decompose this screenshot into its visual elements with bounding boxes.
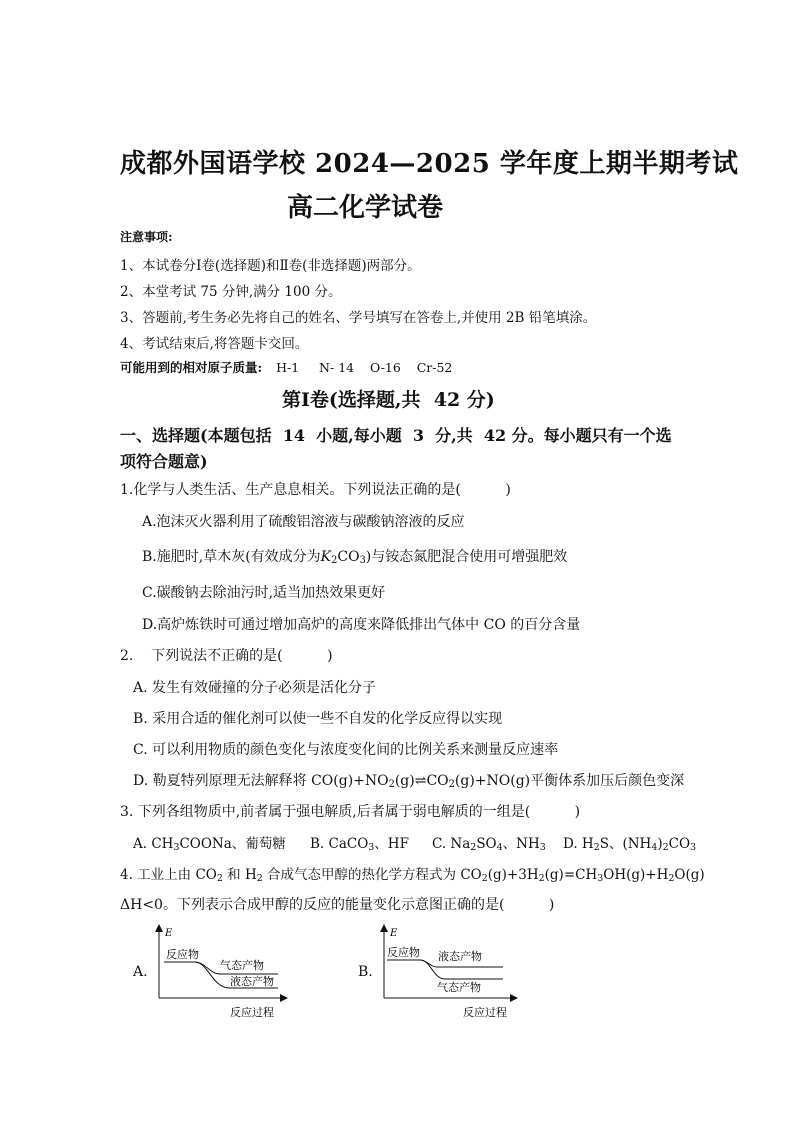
notice-item-3: 3、答题前,考生务必先将自己的姓名、学号填写在答卷上,并使用 2B 铅笔填涂。 xyxy=(120,310,597,326)
q2-stem: 2. 下列说法不正确的是( ) xyxy=(120,648,333,664)
q4-diagram-a xyxy=(150,922,290,1022)
atomic-mass-line xyxy=(120,358,452,376)
q2-option-d: D. 勒夏特列原理无法解释将 $CO(g)+NO_2(g)\rightleftharpoons CO_2(g)+NO(g)$平衡体系加压后颜色变深 xyxy=(133,773,685,790)
q3-option-c: C. $Na_2SO_4$、$NH_3$ xyxy=(432,836,546,853)
q1-option-a: A.泡沫灭火器利用了硫酸铝溶液与碳酸钠溶液的反应 xyxy=(142,514,465,530)
q1-stem: 1.化学与人类生活、生产息息相关。下列说法正确的是( ) xyxy=(120,482,511,498)
q3-option-b: B. CaCO$_3$、HF xyxy=(310,836,409,853)
q1-option-d: D.高炉炼铁时可通过增加高炉的高度来降低排出气体中 CO 的百分含量 xyxy=(142,617,581,633)
q4-stem-line1: 4. 工业上由 $CO_2$ 和 $H_2$ 合成气态甲醇的热化学方程式为 $CO_2(g)+3H_2(g)=CH_3OH(g)+H_2O(g)$ xyxy=(120,867,705,884)
q3-stem: 3. 下列各组物质中,前者属于强电解质,后者属于弱电解质的一组是( ) xyxy=(120,804,581,820)
lower-product-label: 液态产物 xyxy=(230,975,274,988)
section-title: 第Ⅰ卷(选择题,共 42 分) xyxy=(282,389,495,411)
notice-item-2: 2、本堂考试 75 分钟,满分 100 分。 xyxy=(120,284,342,300)
notice-heading: 注意事项: xyxy=(120,230,173,244)
reactant-label: 反应物 xyxy=(387,946,420,959)
notice-item-1: 1、本试卷分Ⅰ卷(选择题)和Ⅱ卷(非选择题)两部分。 xyxy=(120,258,421,274)
notice-item-4: 4、考试结束后,将答题卡交回。 xyxy=(120,336,309,352)
q4-stem-line2: ΔH<0。下列表示合成甲醇的反应的能量变化示意图正确的是( ) xyxy=(120,897,555,913)
q2-option-c: C. 可以利用物质的颜色变化与浓度变化间的比例关系来测量反应速率 xyxy=(133,742,559,758)
exam-title: 成都外国语学校 2024—2025 学年度上期半期考试 xyxy=(120,149,739,179)
q1-option-c: C.碳酸钠去除油污时,适当加热效果更好 xyxy=(142,585,386,601)
upper-product-label: 气态产物 xyxy=(220,959,264,972)
q1-option-b: B.施肥时,草木灰(有效成分为$K_2CO_3$)与铵态氮肥混合使用可增强肥效 xyxy=(142,549,568,566)
q3-option-a: A. $CH_3COONa$、葡萄糖 xyxy=(133,836,286,853)
process-axis-label: 反应过程 xyxy=(230,1006,274,1019)
q2-option-b: B. 采用合适的催化剂可以使一些不自发的化学反应得以实现 xyxy=(133,711,503,727)
part-instruction-line1: 一、选择题(本题包括 14 小题,每小题 3 分,共 42 分。每小题只有一个选 xyxy=(120,426,672,445)
q4-diagram-a-option: A. xyxy=(133,964,148,980)
energy-axis-label: E xyxy=(390,928,398,939)
atomic-mass-label: 可能用到的相对原子质量: xyxy=(120,360,263,375)
reactant-label: 反应物 xyxy=(166,948,199,961)
q4-diagram-b xyxy=(375,922,520,1022)
exam-subtitle: 高二化学试卷 xyxy=(287,193,444,223)
energy-axis-label: E xyxy=(165,928,173,939)
q3-option-d: D. $H_2S$、$(NH_4)_2CO_3$ xyxy=(563,836,697,853)
atomic-mass-values: H-1 N- 14 O-16 Cr-52 xyxy=(276,360,453,375)
lower-product-label: 气态产物 xyxy=(437,981,481,994)
part-instruction-line2: 项符合题意) xyxy=(120,452,208,471)
process-axis-label: 反应过程 xyxy=(463,1006,507,1019)
upper-product-label: 液态产物 xyxy=(438,950,482,963)
q4-diagram-b-option: B. xyxy=(358,964,373,980)
q2-option-a: A. 发生有效碰撞的分子必须是活化分子 xyxy=(133,680,377,696)
